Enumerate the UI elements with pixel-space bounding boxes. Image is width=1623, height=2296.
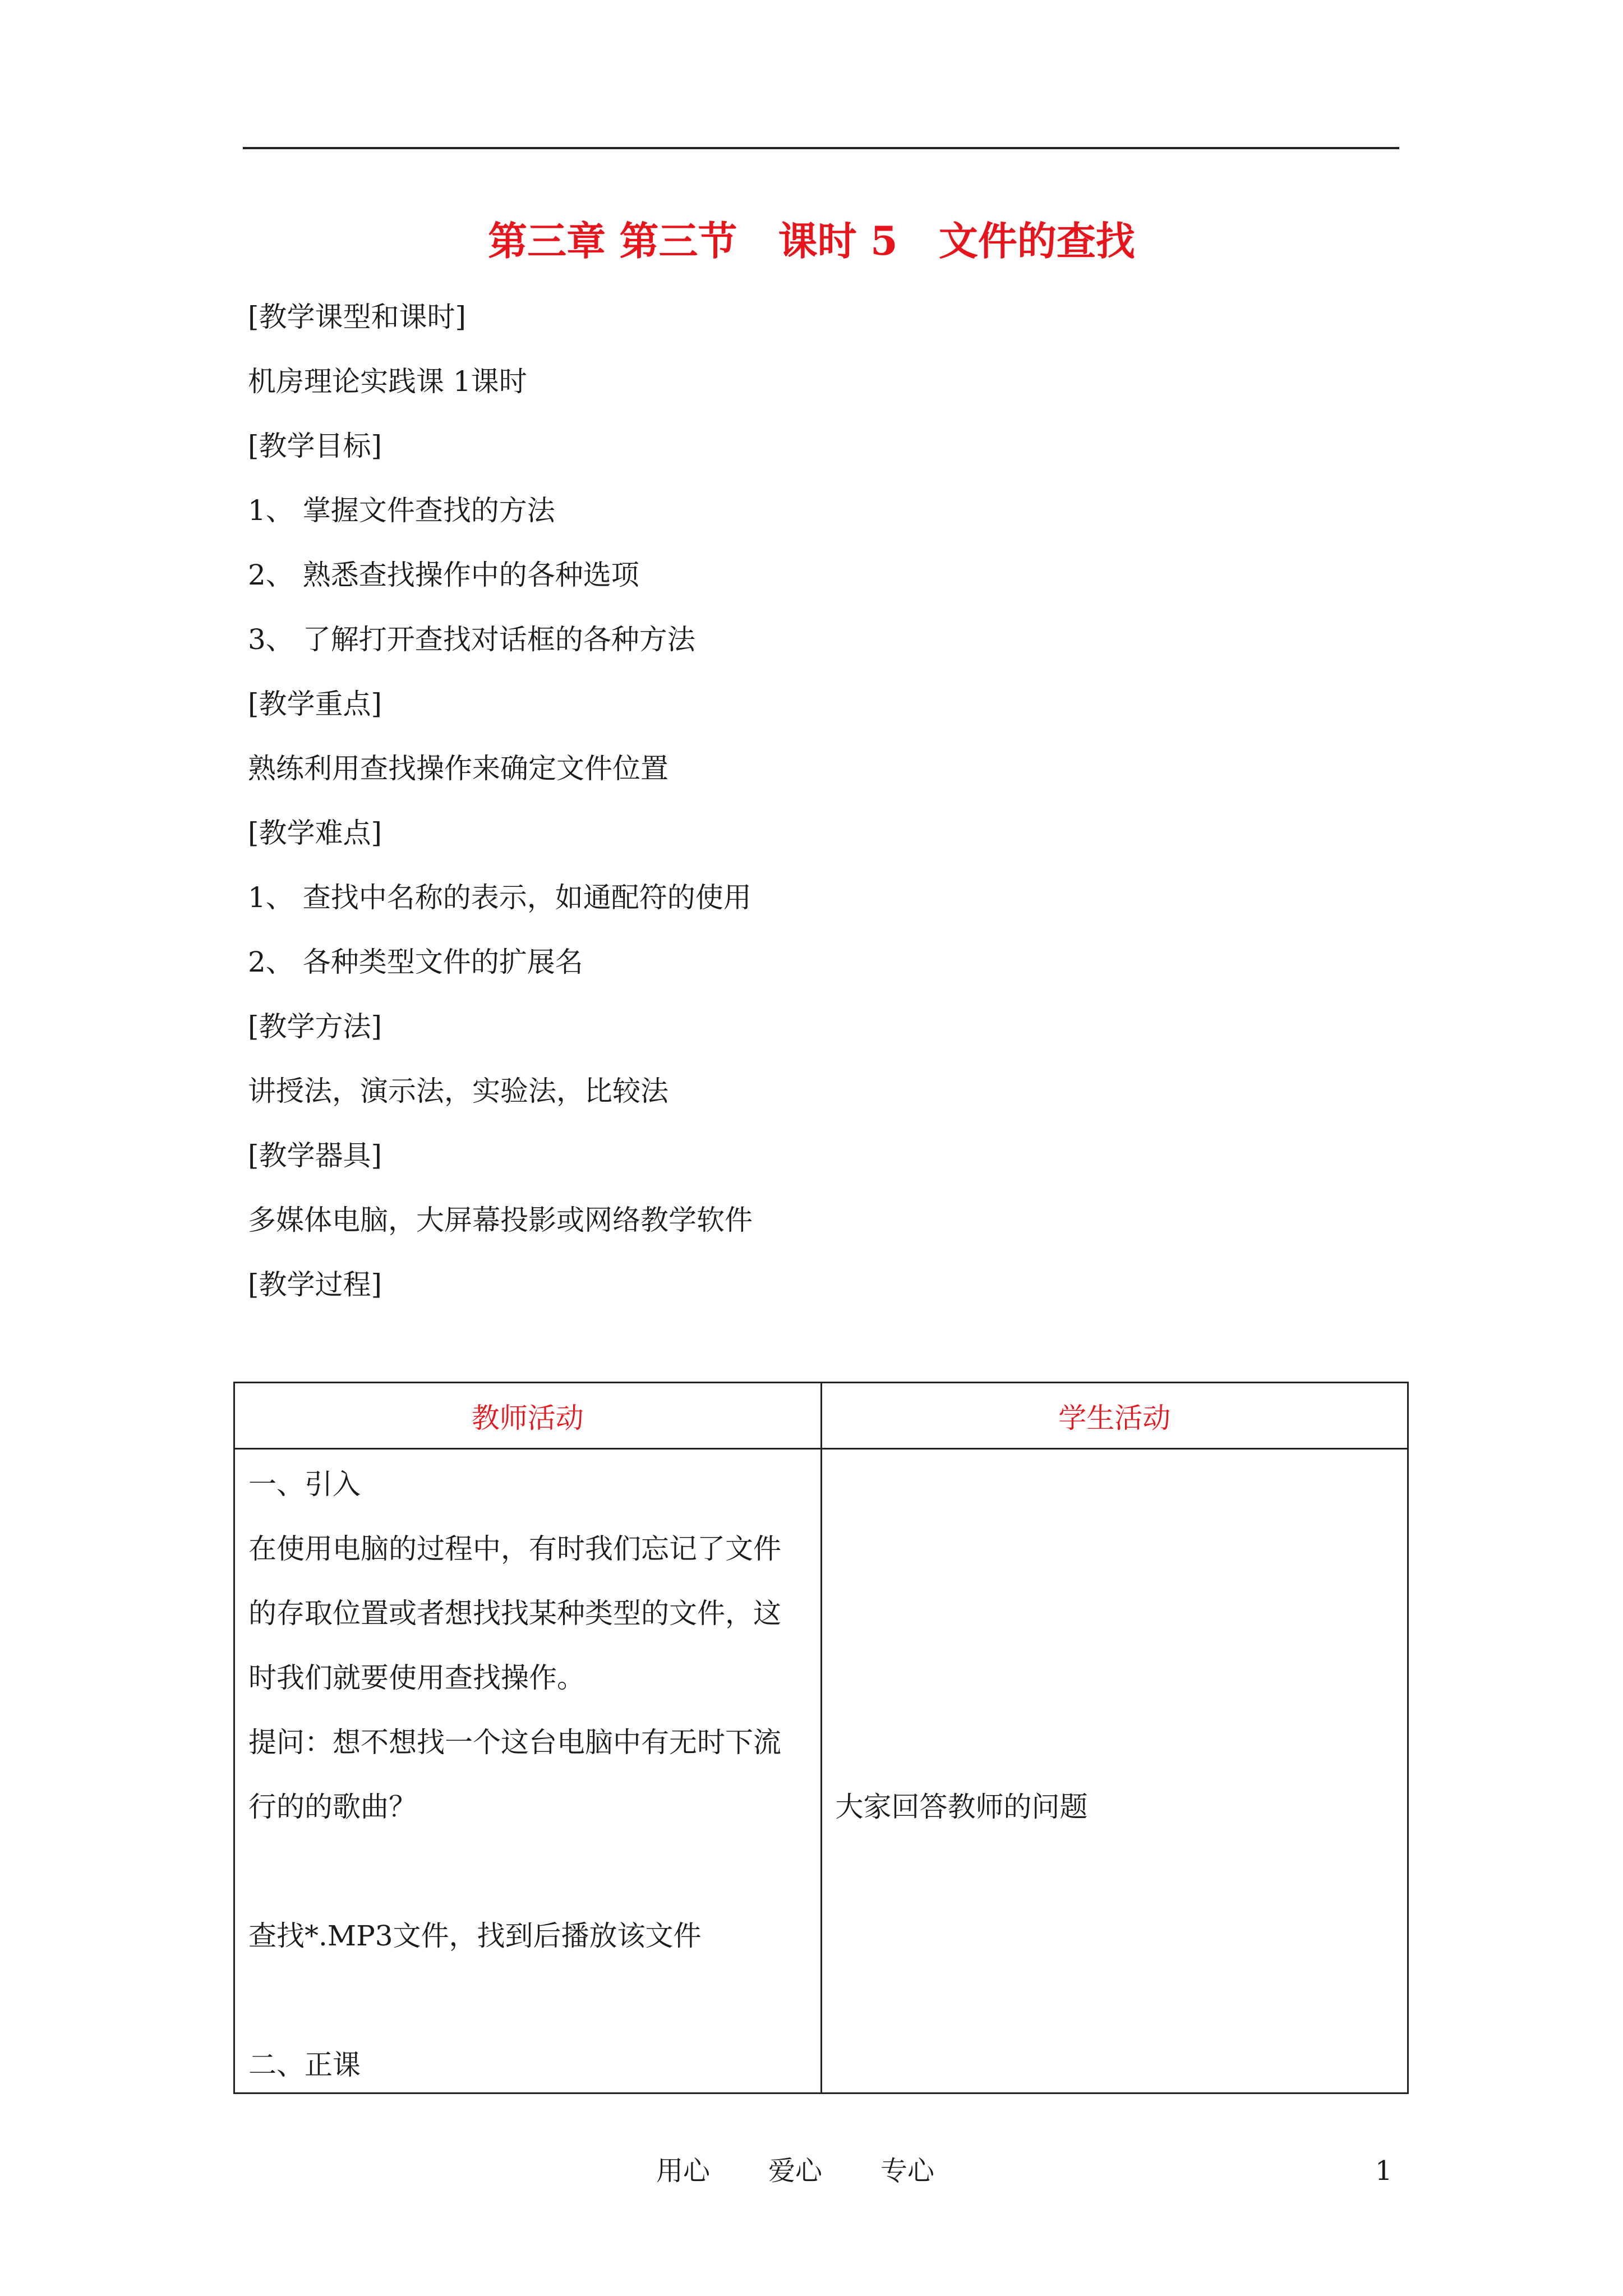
objective-item-2: 2、 熟悉查找操作中的各种选项	[248, 559, 639, 591]
footer-motto-1: 用心	[656, 2155, 711, 2187]
key-points-text: 熟练利用查找操作来确定文件位置	[248, 752, 668, 785]
footer-motto-3: 专心	[880, 2155, 935, 2187]
section-heading-objectives: [教学目标]	[248, 430, 382, 462]
student-activity-cell	[821, 1449, 1408, 2093]
teacher-line: 行的的歌曲？	[248, 1791, 417, 1823]
teacher-line: 在使用电脑的过程中，有时我们忘记了文件	[248, 1533, 781, 1565]
column-header-student: 学生活动	[821, 1383, 1408, 1449]
difficulty-item-2: 2、 各种类型文件的扩展名	[248, 946, 583, 978]
teacher-line: 时我们就要使用查找操作。	[248, 1662, 585, 1694]
teacher-line-main-lesson-heading: 二、正课	[248, 2049, 361, 2081]
section-heading-process: [教学过程]	[248, 1268, 382, 1301]
teacher-line: 的存取位置或者想找找某种类型的文件，这	[248, 1597, 781, 1630]
activity-table	[233, 1382, 1409, 2094]
section-heading-equipment: [教学器具]	[248, 1139, 382, 1172]
page-footer	[0, 2148, 1623, 2193]
objective-item-3: 3、 了解打开查找对话框的各种方法	[248, 623, 695, 656]
section-heading-key-points: [教学重点]	[248, 688, 382, 720]
equipment-text: 多媒体电脑，大屏幕投影或网络教学软件	[248, 1204, 753, 1236]
section-heading-difficulties: [教学难点]	[248, 817, 382, 849]
teacher-line-intro-heading: 一、引入	[248, 1468, 361, 1501]
section-heading-lesson-type: [教学课型和课时]	[248, 301, 467, 333]
column-header-teacher: 教师活动	[234, 1383, 822, 1449]
teacher-line-question: 提问：想不想找一个这台电脑中有无时下流	[248, 1726, 781, 1759]
objective-item-1: 1、 掌握文件查找的方法	[248, 494, 555, 527]
page-title: 第三章 第三节 课时 5 文件的查找	[488, 218, 1135, 264]
page-number: 1	[1375, 2155, 1393, 2187]
difficulty-item-1: 1、 查找中名称的表示，如通配符的使用	[248, 881, 751, 914]
footer-motto-2: 爱心	[768, 2155, 823, 2187]
teacher-line-search-mp3: 查找*.MP3文件，找到后播放该文件	[248, 1920, 702, 1952]
student-line-answer: 大家回答教师的问题	[835, 1791, 1088, 1823]
header-rule	[243, 147, 1399, 149]
section-heading-methods: [教学方法]	[248, 1010, 382, 1043]
lesson-type-text: 机房理论实践课 1课时	[248, 365, 527, 398]
methods-text: 讲授法，演示法，实验法，比较法	[248, 1075, 668, 1107]
teacher-activity-cell	[234, 1449, 822, 2093]
